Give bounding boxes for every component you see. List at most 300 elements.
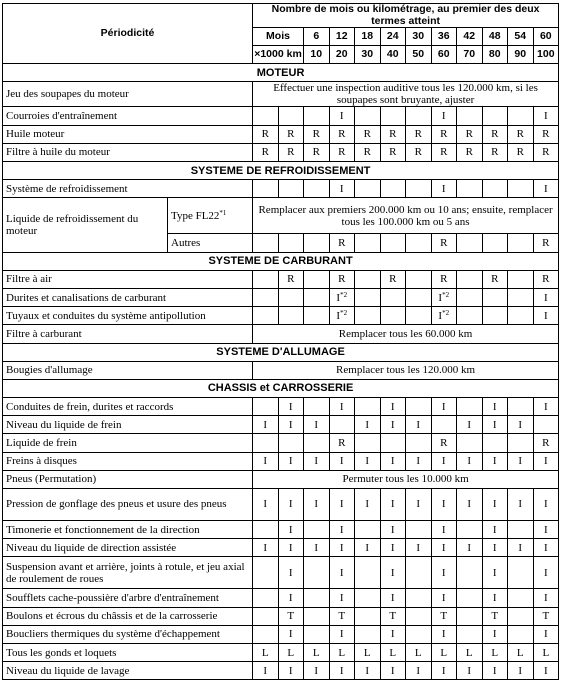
item-label: Filtre à huile du moteur [3, 143, 253, 161]
mois-col-header: 60 [533, 28, 559, 46]
schedule-cell: I [304, 452, 330, 470]
schedule-cell: I [508, 662, 534, 680]
table-row [3, 489, 559, 521]
schedule-cell: I [482, 557, 508, 589]
mois-col-header: 6 [304, 28, 330, 46]
schedule-cell [304, 234, 330, 252]
table-row [3, 557, 559, 589]
item-label: Huile moteur [3, 125, 253, 143]
schedule-cell: I [533, 398, 559, 416]
schedule-cell: I [329, 557, 355, 589]
schedule-cell [482, 107, 508, 125]
schedule-cell [457, 434, 483, 452]
item-label: Niveau du liquide de frein [3, 416, 253, 434]
km-col-header: 20 [329, 46, 355, 64]
schedule-cell: I [253, 539, 279, 557]
schedule-cell: R [304, 143, 330, 161]
schedule-cell [508, 288, 534, 306]
schedule-cell: I [355, 662, 381, 680]
schedule-cell [406, 270, 432, 288]
item-label: Tuyaux et conduites du système antipollution [3, 307, 253, 325]
schedule-cell [278, 434, 304, 452]
item-label: Freins à disques [3, 452, 253, 470]
schedule-cell [508, 270, 534, 288]
schedule-cell: I [380, 625, 406, 643]
schedule-cell: I [431, 625, 457, 643]
mois-col-header: 24 [380, 28, 406, 46]
sub-item-label: Autres [168, 234, 253, 252]
section-header-row [3, 343, 559, 361]
schedule-cell: T [329, 607, 355, 625]
schedule-cell: L [329, 643, 355, 661]
schedule-cell: I [380, 452, 406, 470]
schedule-cell: I [380, 521, 406, 539]
schedule-cell [304, 521, 330, 539]
sub-item-label-text: Type FL22 [171, 209, 220, 222]
schedule-cell [406, 180, 432, 198]
schedule-cell: I [406, 539, 432, 557]
schedule-cell [355, 180, 381, 198]
schedule-cell: R [431, 125, 457, 143]
schedule-cell: T [431, 607, 457, 625]
schedule-cell [304, 434, 330, 452]
schedule-cell [304, 270, 330, 288]
schedule-cell: I [278, 557, 304, 589]
schedule-cell [253, 107, 279, 125]
schedule-cell: I [431, 662, 457, 680]
item-label: Liquide de refroidissement du moteur [3, 198, 168, 252]
km-label: ×1000 km [253, 46, 304, 64]
schedule-cell: I [329, 107, 355, 125]
schedule-cell: R [406, 143, 432, 161]
schedule-cell: L [508, 643, 534, 661]
schedule-cell [457, 234, 483, 252]
schedule-cell: I [457, 452, 483, 470]
km-col-header: 70 [457, 46, 483, 64]
schedule-cell: L [278, 643, 304, 661]
table-row [3, 434, 559, 452]
schedule-cell: R [533, 434, 559, 452]
schedule-cell [355, 589, 381, 607]
schedule-cell: I [482, 539, 508, 557]
schedule-cell: I [482, 662, 508, 680]
schedule-cell [278, 288, 304, 306]
item-label: Système de refroidissement [3, 180, 253, 198]
schedule-cell: I [329, 539, 355, 557]
schedule-cell: R [278, 143, 304, 161]
schedule-cell: I [278, 662, 304, 680]
mois-col-header: 36 [431, 28, 457, 46]
footnote-marker: *2 [340, 308, 348, 317]
interval-note: Permuter tous les 10.000 km [253, 470, 559, 488]
schedule-cell: I [431, 107, 457, 125]
mois-col-header: 12 [329, 28, 355, 46]
schedule-cell [380, 180, 406, 198]
schedule-cell: R [431, 143, 457, 161]
schedule-cell: R [406, 125, 432, 143]
schedule-cell [457, 589, 483, 607]
interval-note: Remplacer tous les 120.000 km [253, 361, 559, 379]
schedule-cell: $I^{*2}$ [431, 307, 457, 325]
schedule-cell [253, 270, 279, 288]
table-row [3, 589, 559, 607]
item-label: Soufflets cache-poussière d'arbre d'entraînement [3, 589, 253, 607]
schedule-cell [380, 434, 406, 452]
schedule-cell: I [278, 589, 304, 607]
schedule-cell: R [355, 143, 381, 161]
schedule-cell [457, 607, 483, 625]
schedule-cell: I [329, 180, 355, 198]
schedule-cell: $I^{*2}$ [431, 288, 457, 306]
schedule-cell: R [431, 270, 457, 288]
schedule-cell: I [431, 452, 457, 470]
schedule-cell: I [380, 489, 406, 521]
km-col-header: 50 [406, 46, 432, 64]
schedule-cell [304, 398, 330, 416]
schedule-cell: R [431, 234, 457, 252]
schedule-cell: I [329, 452, 355, 470]
section-header-row [3, 64, 559, 82]
section-title: SYSTEME DE CARBURANT [3, 252, 559, 270]
schedule-cell: R [457, 125, 483, 143]
table-row [3, 180, 559, 198]
schedule-cell [253, 180, 279, 198]
schedule-cell: I [304, 416, 330, 434]
schedule-cell [253, 398, 279, 416]
km-col-header: 80 [482, 46, 508, 64]
table-row [3, 398, 559, 416]
schedule-cell [406, 288, 432, 306]
schedule-cell: R [482, 125, 508, 143]
schedule-cell [253, 288, 279, 306]
schedule-cell [278, 307, 304, 325]
schedule-cell: L [253, 643, 279, 661]
schedule-cell [355, 107, 381, 125]
schedule-cell: I [431, 557, 457, 589]
mois-col-header: 42 [457, 28, 483, 46]
schedule-cell [278, 180, 304, 198]
km-col-header: 90 [508, 46, 534, 64]
schedule-cell: I [533, 180, 559, 198]
table-row [3, 470, 559, 488]
schedule-cell: I [533, 662, 559, 680]
schedule-cell [508, 107, 534, 125]
schedule-cell [406, 307, 432, 325]
schedule-cell [508, 521, 534, 539]
schedule-cell: I [533, 539, 559, 557]
schedule-cell [253, 557, 279, 589]
schedule-cell: I [329, 398, 355, 416]
schedule-cell [508, 234, 534, 252]
table-row [3, 361, 559, 379]
schedule-cell [304, 107, 330, 125]
item-label: Suspension avant et arrière, joints à rotule, et jeu axial de roulement de roues [3, 557, 253, 589]
km-col-header: 100 [533, 46, 559, 64]
item-label: Boucliers thermiques du système d'échappement [3, 625, 253, 643]
schedule-cell [329, 416, 355, 434]
schedule-cell [406, 107, 432, 125]
schedule-cell: I [533, 288, 559, 306]
schedule-cell [304, 307, 330, 325]
schedule-cell [482, 288, 508, 306]
schedule-cell: L [431, 643, 457, 661]
sub-item-label [168, 198, 253, 234]
schedule-cell: I [329, 625, 355, 643]
schedule-cell: R [482, 143, 508, 161]
schedule-cell [457, 521, 483, 539]
schedule-cell: I [380, 416, 406, 434]
table-row [3, 643, 559, 661]
item-label: Filtre à air [3, 270, 253, 288]
schedule-cell [380, 234, 406, 252]
schedule-cell: R [380, 270, 406, 288]
item-label: Durites et canalisations de carburant [3, 288, 253, 306]
table-row [3, 521, 559, 539]
schedule-cell: T [278, 607, 304, 625]
schedule-cell: I [482, 521, 508, 539]
section-title: CHASSIS et CARROSSERIE [3, 379, 559, 397]
schedule-cell [253, 589, 279, 607]
schedule-cell: R [508, 143, 534, 161]
schedule-cell: I [380, 557, 406, 589]
table-row [3, 143, 559, 161]
schedule-cell [355, 288, 381, 306]
schedule-cell: R [355, 125, 381, 143]
schedule-cell: L [533, 643, 559, 661]
schedule-cell: R [304, 125, 330, 143]
schedule-cell [482, 180, 508, 198]
schedule-cell: I [329, 662, 355, 680]
item-label: Tous les gonds et loquets [3, 643, 253, 661]
mois-col-header: 54 [508, 28, 534, 46]
schedule-cell: R [457, 143, 483, 161]
footnote-marker: *1 [219, 208, 227, 217]
item-label: Niveau du liquide de direction assistée [3, 539, 253, 557]
schedule-cell: I [457, 489, 483, 521]
schedule-cell [406, 398, 432, 416]
item-label: Filtre à carburant [3, 325, 253, 343]
schedule-cell: I [355, 539, 381, 557]
schedule-cell: I [533, 489, 559, 521]
schedule-cell [355, 398, 381, 416]
item-label: Liquide de frein [3, 434, 253, 452]
section-header-row [3, 379, 559, 397]
schedule-cell: I [355, 489, 381, 521]
schedule-cell [508, 557, 534, 589]
table-row [3, 107, 559, 125]
schedule-cell: I [278, 625, 304, 643]
schedule-cell [508, 398, 534, 416]
schedule-cell [406, 589, 432, 607]
schedule-cell: R [380, 125, 406, 143]
schedule-cell [457, 107, 483, 125]
schedule-cell: I [482, 489, 508, 521]
schedule-cell [508, 180, 534, 198]
schedule-cell: I [253, 662, 279, 680]
km-col-header: 60 [431, 46, 457, 64]
schedule-cell [406, 434, 432, 452]
maintenance-schedule-table [2, 3, 559, 680]
table-row [3, 325, 559, 343]
schedule-cell [355, 234, 381, 252]
schedule-cell [406, 607, 432, 625]
schedule-cell: I [533, 307, 559, 325]
section-title: MOTEUR [3, 64, 559, 82]
schedule-cell: I [253, 489, 279, 521]
schedule-cell [457, 398, 483, 416]
schedule-cell: R [329, 125, 355, 143]
schedule-cell: I [380, 539, 406, 557]
item-label: Courroies d'entraînement [3, 107, 253, 125]
schedule-cell: I [278, 398, 304, 416]
schedule-cell [457, 557, 483, 589]
schedule-cell: R [253, 125, 279, 143]
section-title: SYSTEME DE REFROIDISSEMENT [3, 162, 559, 180]
mois-col-header: 48 [482, 28, 508, 46]
schedule-cell: T [380, 607, 406, 625]
schedule-cell [278, 234, 304, 252]
table-body [3, 4, 559, 680]
schedule-cell: I [278, 489, 304, 521]
schedule-cell: I [508, 489, 534, 521]
schedule-cell: I [431, 521, 457, 539]
schedule-cell: I [304, 539, 330, 557]
schedule-cell: R [329, 270, 355, 288]
schedule-cell [406, 521, 432, 539]
schedule-cell [355, 434, 381, 452]
schedule-cell: I [253, 452, 279, 470]
footnote-marker: *2 [340, 290, 348, 299]
schedule-cell: R [329, 434, 355, 452]
schedule-cell: I [304, 662, 330, 680]
schedule-cell: I [278, 539, 304, 557]
schedule-cell [304, 589, 330, 607]
schedule-cell: I [482, 452, 508, 470]
schedule-cell: I [253, 416, 279, 434]
schedule-cell: R [508, 125, 534, 143]
interval-note: Remplacer tous les 60.000 km [253, 325, 559, 343]
schedule-cell [508, 434, 534, 452]
schedule-cell [304, 607, 330, 625]
schedule-cell: I [431, 398, 457, 416]
table-row [3, 82, 559, 107]
schedule-cell [253, 307, 279, 325]
schedule-cell: R [380, 143, 406, 161]
interval-note: Remplacer aux premiers 200.000 km ou 10 ans; ensuite, remplacer tous les 100.000 km ou 5 ans [253, 198, 559, 234]
mois-col-header: 18 [355, 28, 381, 46]
schedule-cell [304, 625, 330, 643]
item-label: Boulons et écrous du châssis et de la carrosserie [3, 607, 253, 625]
schedule-cell: R [533, 234, 559, 252]
schedule-cell: $I^{*2}$ [329, 307, 355, 325]
header-row-title [3, 4, 559, 28]
section-title: SYSTEME D'ALLUMAGE [3, 343, 559, 361]
schedule-cell: $I^{*2}$ [329, 288, 355, 306]
schedule-cell: I [482, 625, 508, 643]
schedule-cell: I [533, 589, 559, 607]
item-label: Timonerie et fonctionnement de la direction [3, 521, 253, 539]
schedule-cell: R [533, 270, 559, 288]
schedule-cell: I [406, 452, 432, 470]
schedule-cell: I [533, 625, 559, 643]
schedule-cell: I [278, 452, 304, 470]
schedule-cell: I [304, 489, 330, 521]
mois-label: Mois [253, 28, 304, 46]
schedule-cell [457, 288, 483, 306]
schedule-cell: R [431, 434, 457, 452]
item-label: Jeu des soupapes du moteur [3, 82, 253, 107]
footnote-marker: *2 [442, 308, 450, 317]
schedule-cell: I [278, 416, 304, 434]
schedule-cell: I [508, 539, 534, 557]
table-row [3, 288, 559, 306]
schedule-cell: I [482, 416, 508, 434]
table-row [3, 270, 559, 288]
schedule-cell: I [406, 489, 432, 521]
schedule-cell: R [278, 270, 304, 288]
schedule-cell: L [482, 643, 508, 661]
schedule-cell: I [406, 416, 432, 434]
table-row [3, 607, 559, 625]
schedule-cell [380, 107, 406, 125]
schedule-cell: R [533, 143, 559, 161]
schedule-cell: I [482, 589, 508, 607]
schedule-cell: R [253, 143, 279, 161]
schedule-cell: I [482, 398, 508, 416]
table-row [3, 662, 559, 680]
table-row [3, 307, 559, 325]
schedule-cell [355, 270, 381, 288]
km-col-header: 30 [355, 46, 381, 64]
schedule-cell: I [431, 489, 457, 521]
schedule-cell [355, 607, 381, 625]
schedule-cell: T [482, 607, 508, 625]
schedule-cell [406, 234, 432, 252]
schedule-cell: R [329, 143, 355, 161]
table-row [3, 416, 559, 434]
km-col-header: 10 [304, 46, 330, 64]
schedule-cell [533, 416, 559, 434]
km-col-header: 40 [380, 46, 406, 64]
schedule-cell: R [533, 125, 559, 143]
schedule-cell: R [482, 270, 508, 288]
schedule-cell: I [533, 521, 559, 539]
schedule-cell [482, 434, 508, 452]
item-label: Bougies d'allumage [3, 361, 253, 379]
item-label: Conduites de frein, durites et raccords [3, 398, 253, 416]
schedule-cell [457, 307, 483, 325]
interval-title: Nombre de mois ou kilométrage, au premier des deux termes atteint [253, 4, 559, 28]
schedule-cell: I [431, 589, 457, 607]
schedule-cell: I [380, 398, 406, 416]
schedule-cell: I [431, 539, 457, 557]
table-row [3, 452, 559, 470]
schedule-cell: I [380, 589, 406, 607]
interval-note: Effectuer une inspection auditive tous les 120.000 km, si les soupapes sont bruyante, ajuster [253, 82, 559, 107]
schedule-cell: T [533, 607, 559, 625]
schedule-cell: L [457, 643, 483, 661]
schedule-cell: I [457, 416, 483, 434]
schedule-cell [355, 557, 381, 589]
schedule-cell: L [406, 643, 432, 661]
table-row [3, 625, 559, 643]
schedule-cell: I [329, 489, 355, 521]
schedule-cell [304, 288, 330, 306]
periodicite-header: Périodicité [3, 4, 253, 64]
schedule-cell [253, 234, 279, 252]
schedule-cell: L [380, 643, 406, 661]
schedule-cell [406, 557, 432, 589]
